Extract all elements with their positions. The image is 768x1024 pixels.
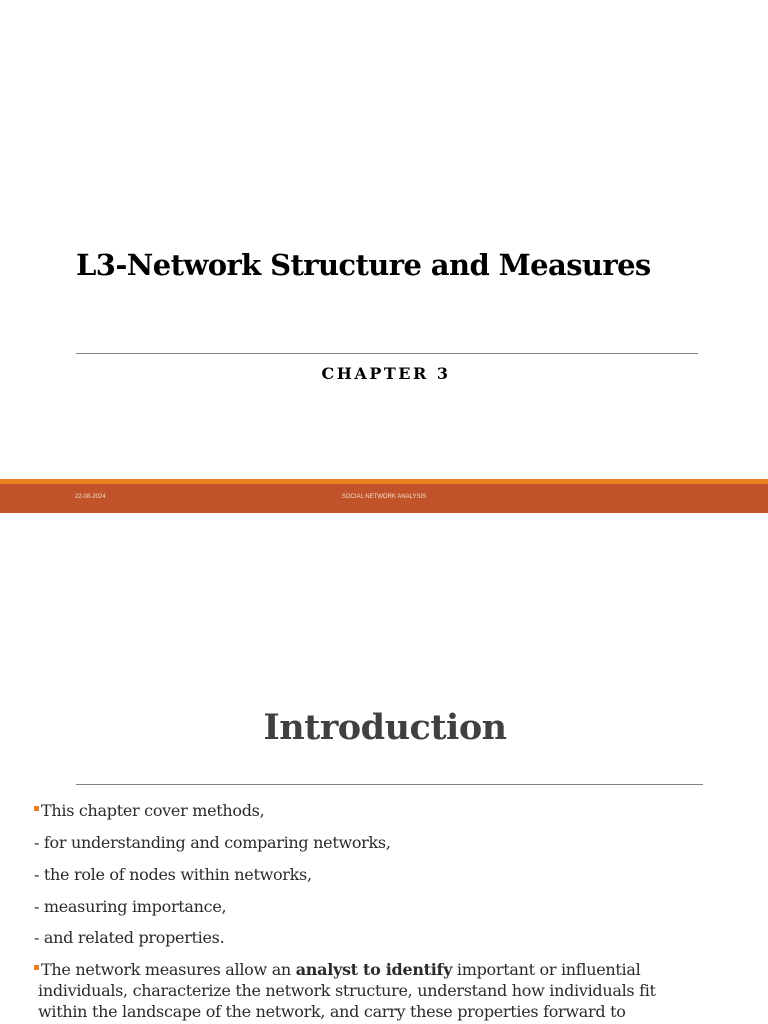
introduction-slide bbox=[0, 513, 768, 1024]
slide-title: L3-Network Structure and Measures bbox=[76, 248, 651, 282]
square-bullet-icon bbox=[34, 806, 39, 811]
slide-footer bbox=[0, 484, 768, 513]
list-item: - the role of nodes within networks, bbox=[34, 865, 312, 884]
square-bullet-icon bbox=[34, 965, 39, 970]
title-divider bbox=[76, 784, 703, 785]
list-item: - for understanding and comparing networks, bbox=[34, 833, 391, 852]
emphasis: analyst to identify bbox=[295, 960, 453, 979]
footer-title: SOCIAL NETWORK ANALYSIS bbox=[341, 494, 427, 500]
slide-title: Introduction bbox=[263, 707, 507, 748]
title-divider bbox=[76, 353, 698, 354]
list-item: - measuring importance, bbox=[34, 897, 227, 916]
slide-subtitle: CHAPTER 3 bbox=[321, 364, 451, 383]
footer-date: 22-08-2024 bbox=[75, 494, 106, 500]
paragraph: The network measures allow an analyst to identify important or influential individuals, characterize the network structure, understand how individuals fit within the landscape of the network, and carry these properties forward to bbox=[34, 959, 734, 1022]
list-item: - and related properties. bbox=[34, 928, 225, 947]
list-item: This chapter cover methods, bbox=[34, 801, 264, 820]
